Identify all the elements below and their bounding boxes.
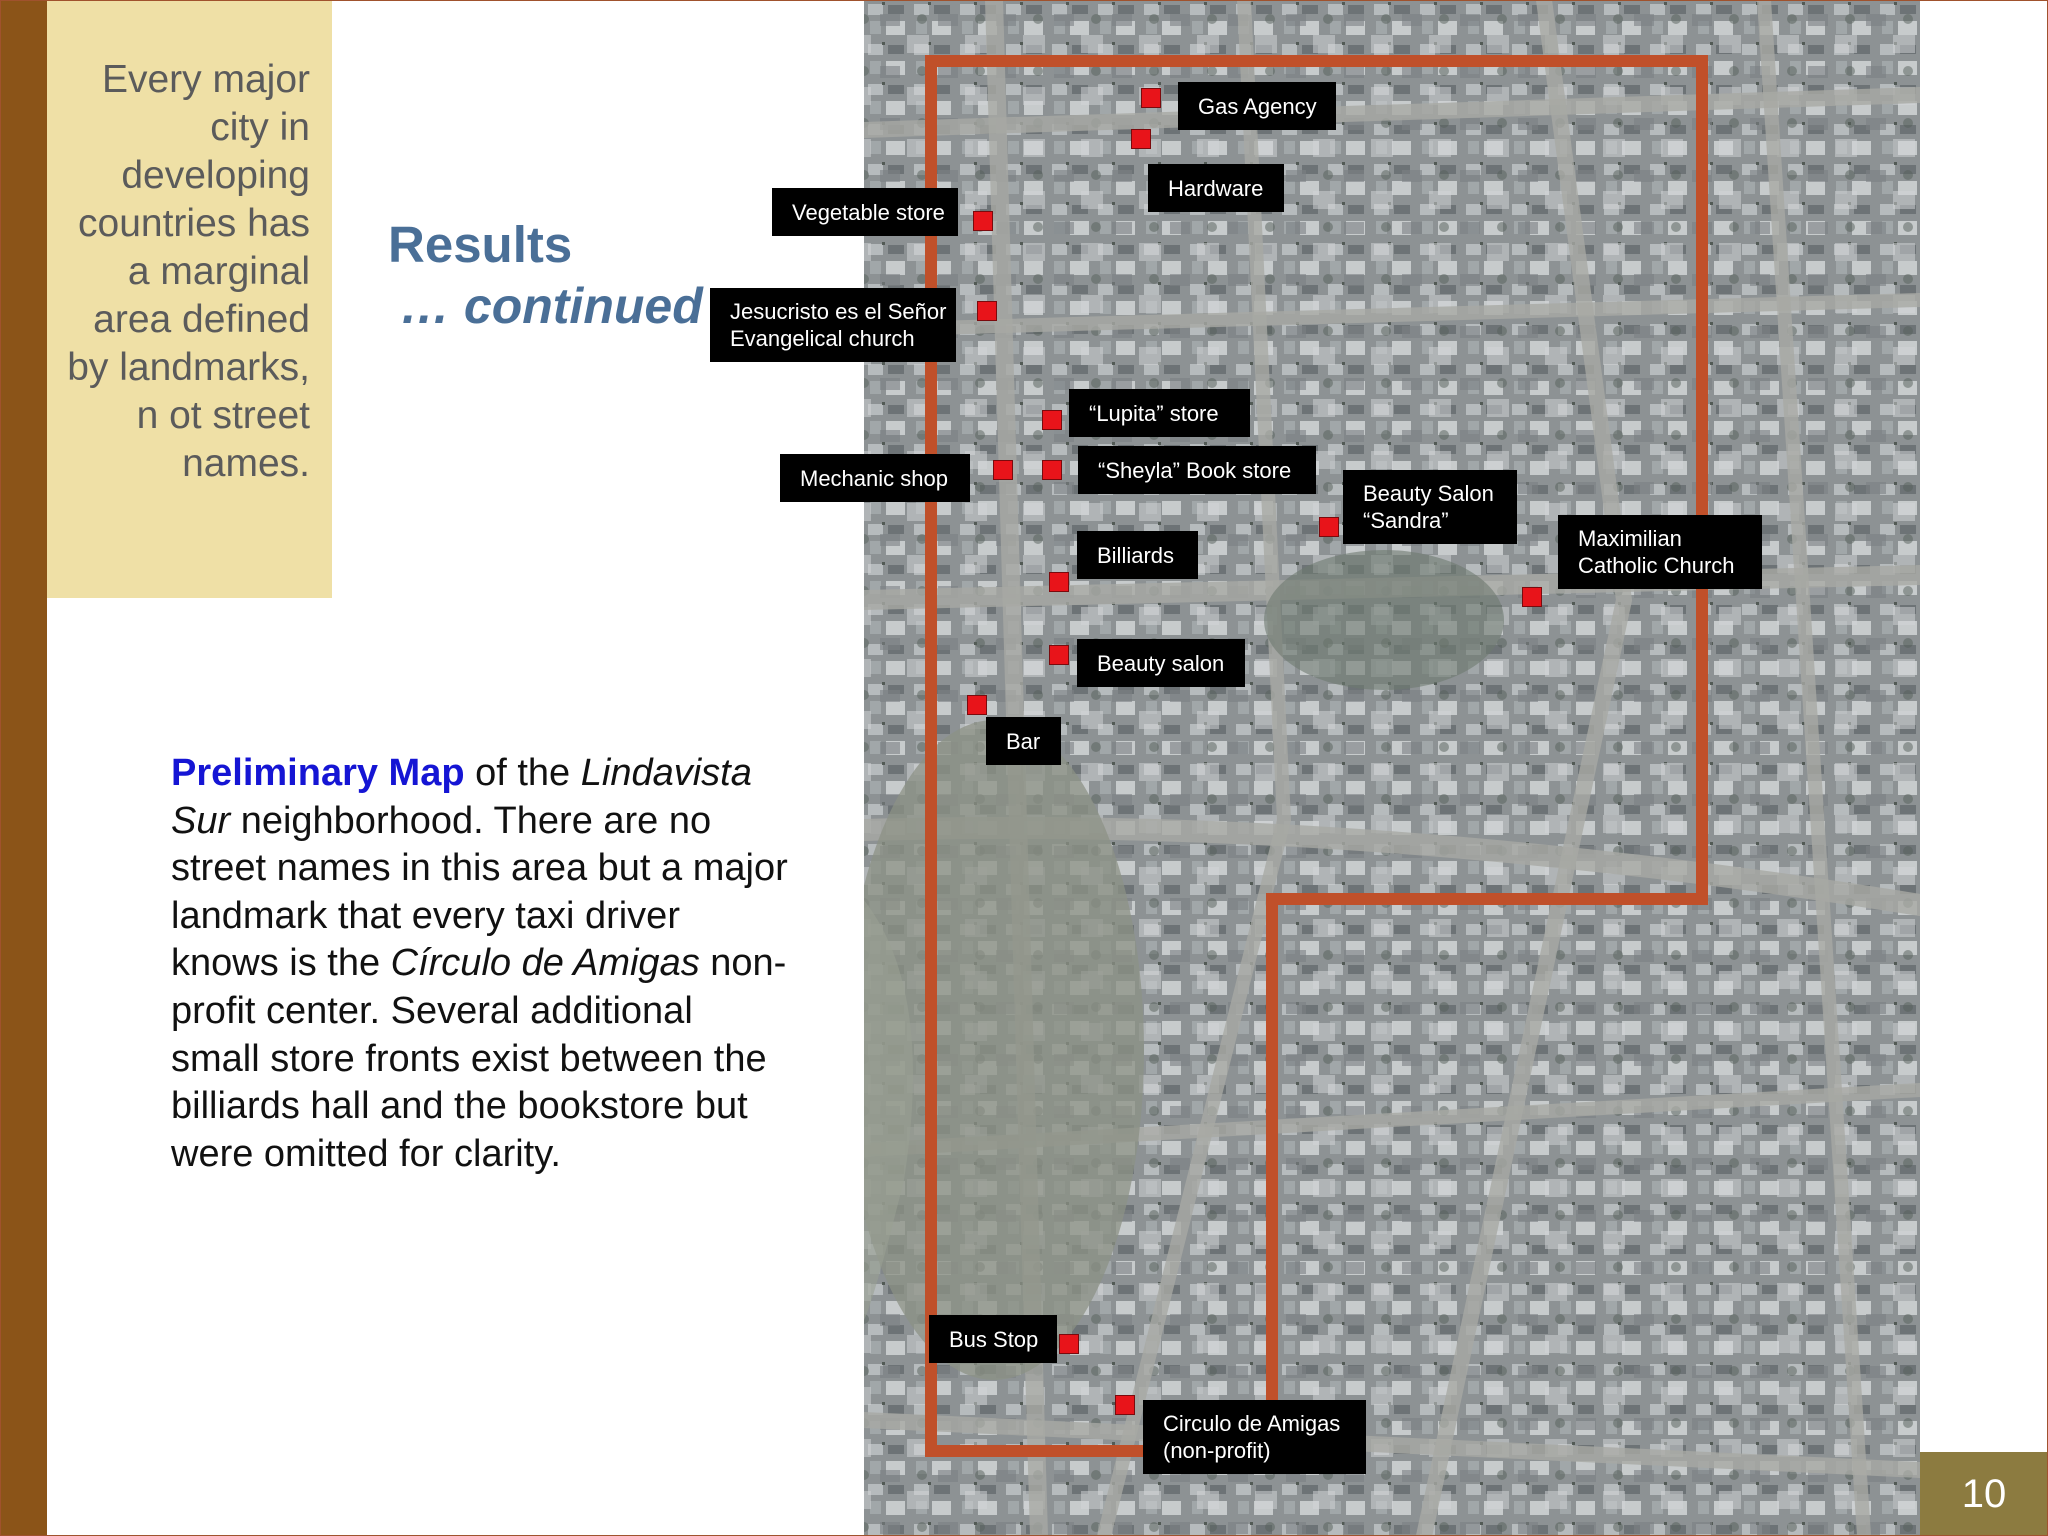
hardware-marker xyxy=(1132,130,1150,148)
label-mechanic-shop: Mechanic shop xyxy=(780,454,970,502)
page-subtitle: … continued xyxy=(400,278,703,334)
label-gas-agency: Gas Agency xyxy=(1178,82,1336,130)
maximilian-church-marker xyxy=(1523,588,1541,606)
beauty-salon-marker xyxy=(1050,646,1068,664)
label-hardware: Hardware xyxy=(1148,164,1284,212)
bar-marker xyxy=(968,696,986,714)
label-beauty-salon: Beauty salon xyxy=(1077,639,1245,687)
gas-agency-marker xyxy=(1142,89,1160,107)
page-title: Results xyxy=(388,216,573,273)
page-number: 10 xyxy=(1920,1452,2048,1536)
description-text-2: neighborhood. There are no street names in this area but a major landmark that every taxi driver knows is the xyxy=(171,799,788,985)
label-lupita-store: “Lupita” store xyxy=(1069,389,1250,437)
evangelical-church-marker xyxy=(978,302,996,320)
vegetable-store-marker xyxy=(974,212,992,230)
beauty-salon-sandra-marker xyxy=(1320,518,1338,536)
description-landmark: Círculo de Amigas xyxy=(390,942,700,985)
quote-panel xyxy=(47,0,332,598)
label-circulo-de-amigas: Circulo de Amigas (non-profit) xyxy=(1143,1400,1366,1474)
description-text-3: non-profit center. Several additional small store fronts exist between the billiards hall and the bookstore but were omitted for clarity. xyxy=(171,942,787,1175)
label-sheyla-book-store: “Sheyla” Book store xyxy=(1078,446,1316,494)
left-accent-bar xyxy=(0,0,47,1536)
sidebar-quote: Every major city in developing countries has a marginal area defined by landmarks, n ot street names. xyxy=(67,58,310,485)
description-place: Lindavista Sur xyxy=(171,752,752,842)
label-bus-stop: Bus Stop xyxy=(929,1315,1057,1363)
label-billiards: Billiards xyxy=(1077,531,1198,579)
circulo-de-amigas-marker xyxy=(1116,1396,1134,1414)
neighborhood-map xyxy=(864,0,1920,1536)
label-maximilian-church: Maximilian Catholic Church xyxy=(1558,515,1762,589)
billiards-marker xyxy=(1050,573,1068,591)
study-area-boundary xyxy=(864,0,1920,1536)
label-bar: Bar xyxy=(986,717,1061,765)
description-text-1: of the xyxy=(464,752,581,794)
label-vegetable-store: Vegetable store xyxy=(772,188,958,236)
bus-stop-marker xyxy=(1060,1335,1078,1353)
label-evangelical-church: Jesucristo es el Señor Evangelical church xyxy=(710,288,956,362)
label-beauty-salon-sandra: Beauty Salon “Sandra” xyxy=(1343,470,1517,544)
sheyla-book-store-marker xyxy=(1043,461,1061,479)
mechanic-shop-marker xyxy=(994,461,1012,479)
map-description xyxy=(171,750,791,1178)
lupita-store-marker xyxy=(1043,411,1061,429)
description-highlight: Preliminary Map xyxy=(171,752,465,794)
